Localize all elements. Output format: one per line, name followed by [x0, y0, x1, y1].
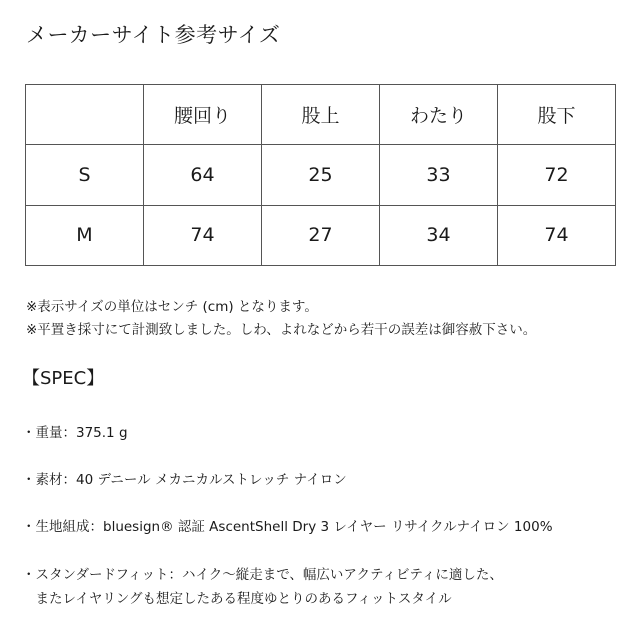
spec-weight: ・重量：375.1 g: [22, 425, 128, 441]
row-size-label: S: [26, 145, 144, 205]
spec-fit-line-2: またレイヤリングも想定したある程度ゆとりのあるフィットスタイル: [22, 591, 452, 607]
header-cell-thigh: わたり: [380, 85, 498, 145]
note-measurement: ※平置き採寸にて計測致しました。しわ、よれなどから若干の誤差は御容赦下さい。: [26, 322, 537, 338]
spec-title: 【SPEC】: [22, 368, 105, 389]
table-row: [26, 145, 616, 205]
table-header-row: [26, 85, 616, 145]
page-title: メーカーサイト参考サイズ: [26, 23, 281, 47]
table-cell: 34: [380, 205, 498, 265]
spec-material: ・素材：40 デニール メカニカルストレッチ ナイロン: [22, 472, 347, 488]
row-size-label: M: [26, 205, 144, 265]
table-cell: 33: [380, 145, 498, 205]
table-cell: 74: [498, 205, 616, 265]
table-cell: 25: [262, 145, 380, 205]
spec-fit-line-1: ・スタンダードフィット：ハイク～縦走まで、幅広いアクティビティに適した、: [22, 567, 503, 583]
note-unit: ※表示サイズの単位はセンチ (cm) となります。: [26, 299, 318, 315]
header-cell-inseam: 股下: [498, 85, 616, 145]
header-cell-rise: 股上: [262, 85, 380, 145]
table-cell: 72: [498, 145, 616, 205]
header-cell-waist: 腰回り: [144, 85, 262, 145]
header-cell-empty: [26, 85, 144, 145]
spec-fabric: ・生地組成：bluesign® 認証 AscentShell Dry 3 レイヤー リサイクルナイロン 100%: [22, 519, 553, 535]
table-cell: 74: [144, 205, 262, 265]
table-cell: 27: [262, 205, 380, 265]
table-row: [26, 205, 616, 265]
size-table: [25, 84, 616, 266]
table-cell: 64: [144, 145, 262, 205]
